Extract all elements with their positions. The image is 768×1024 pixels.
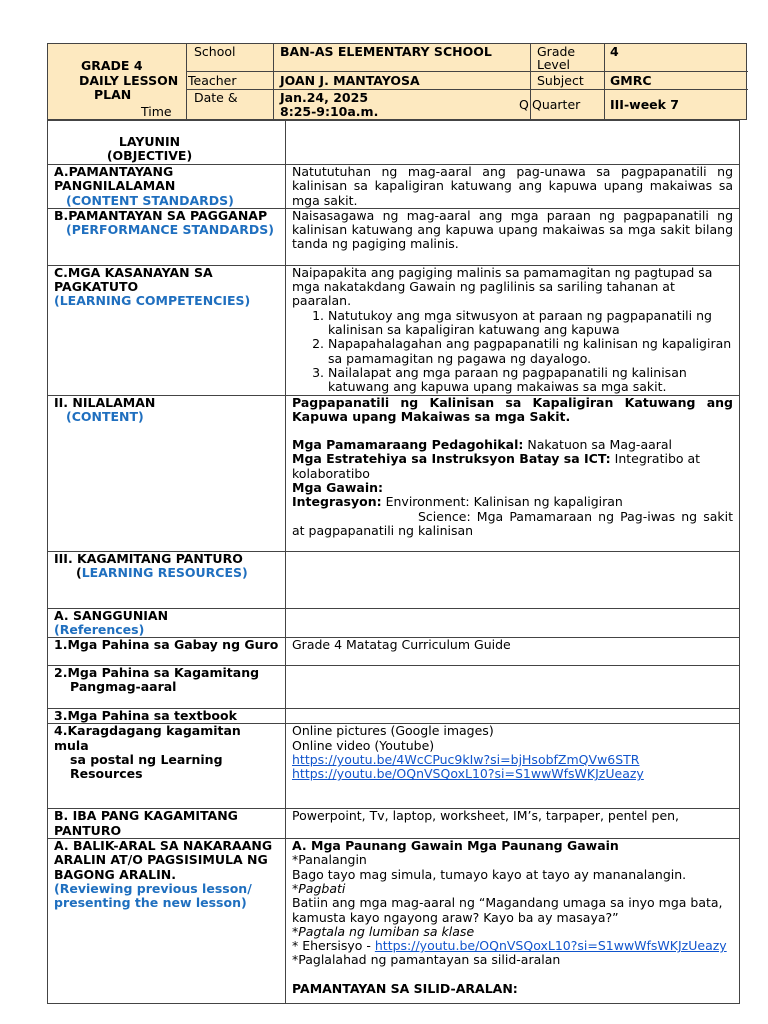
divider	[273, 44, 274, 121]
row-label-en: LEARNING RESOURCES)	[81, 564, 248, 580]
learning-competencies-label	[48, 265, 286, 395]
learner-material-label	[48, 666, 286, 709]
row-label-en: (Reviewing previous lesson/ presenting the new lesson)	[54, 880, 252, 911]
activities-label: Mga Gawain:	[292, 480, 384, 496]
review-cell	[286, 839, 740, 1004]
row-label-en: (CONTENT STANDARDS)	[66, 192, 234, 208]
pedagogy-line	[292, 438, 733, 452]
teacher-label: Teacher	[188, 73, 237, 88]
content-title: Pagpapanatili ng Kalinisan sa Kapaligiran Katuwang ang Kapuwa upang Makaiwas sa mga Sakit.	[292, 394, 733, 424]
strategy-value: Integratibo at kolaboratibo	[292, 451, 701, 481]
table-row	[48, 839, 740, 1004]
review-line: *Pagbati	[292, 880, 346, 896]
paren: (	[76, 564, 82, 580]
row-label: C.MGA KASANAYAN SA PAGKATUTO	[54, 264, 213, 295]
resource-line: Online video (Youtube)	[292, 737, 435, 753]
date-value: Jan.24, 2025	[280, 90, 369, 105]
exercise-link[interactable]: https://youtu.be/OQnVSQoxL10?si=S1wwWfsWKJzUeazy	[374, 938, 727, 954]
review-title: A. Mga Paunang Gawain Mga Paunang Gawain	[292, 838, 619, 854]
other-materials-value: Powerpoint, Tv, laptop, worksheet, IM’s, tarpaper, pentel pen,	[286, 809, 740, 839]
textbook-label: 3.Mga Pahina sa textbook	[48, 709, 286, 724]
row-label: 4.Karagdagang kagamitan mula	[54, 723, 241, 753]
science-integration: Science: Mga Pamamaraan ng Pag-iwas ng sakit at pagpapanatili ng kalinisan	[292, 508, 733, 538]
row-label-en: (CONTENT)	[66, 408, 144, 424]
textbook-cell	[286, 709, 740, 724]
teacher-guide-value: Grade 4 Matatag Curriculum Guide	[286, 638, 740, 666]
dll-title: DAILY LESSON	[79, 73, 179, 88]
review-label	[48, 839, 286, 1004]
review-line: Bago tayo mag simula, tumayo kayo at tayo ay mananalangin.	[292, 866, 687, 882]
table-row	[48, 809, 740, 839]
review-line: *Pagtala ng lumiban sa klase	[292, 923, 475, 939]
row-label: 2.Mga Pahina sa Kagamitang	[54, 665, 260, 681]
divider	[186, 71, 748, 72]
strategy-label: Mga Estratehiya sa Instruksyon Batay sa ICT:	[292, 451, 611, 467]
divider	[530, 44, 531, 121]
exercise-label: * Ehersisyo -	[292, 938, 375, 954]
row-label: B.PAMANTAYAN SA PAGGANAP	[54, 207, 268, 223]
quarter-value: III-week 7	[610, 97, 680, 112]
objective-cell	[286, 121, 740, 165]
exercise-line	[292, 939, 733, 953]
pedagogy-value: Nakatuon sa Mag-aaral	[523, 437, 673, 453]
grade-level-label-2: Level	[537, 57, 570, 72]
performance-standards-text: Naisasagawa ng mag-aaral ang mga paraan ng pagpapanatili ng kalinisan katuwang ang kapuwa upang makaiwas sa mga sakit bilang tanda ng pagiging malinis.	[286, 208, 740, 265]
list-item: 3. Nailalapat ang mga paraan ng pagpapanatili ng kalinisan katuwang ang kapuwa upang makaiwas sa mga sakit.	[328, 366, 733, 395]
competency-intro: Naipapakita ang pagiging malinis sa pamamagitan ng pagtupad sa mga nakatakdang Gawain ng paglilinis sa sariling tahanan at paaralan.	[292, 264, 713, 309]
teacher-guide-label: 1.Mga Pahina sa Gabay ng Guro	[48, 638, 286, 666]
teacher-value: JOAN J. MANTAYOSA	[280, 73, 420, 88]
lesson-plan-table	[47, 120, 740, 1004]
q-mark: Q	[519, 97, 529, 112]
integration-line	[292, 495, 733, 509]
integration-label: Integrasyon:	[292, 494, 382, 510]
table-row	[48, 121, 740, 165]
date-label: Date &	[194, 90, 238, 105]
time-value: 8:25-9:10a.m.	[280, 104, 379, 119]
row-label-2: sa postal ng Learning Resources	[70, 752, 223, 782]
table-row	[48, 208, 740, 265]
youtube-link-2[interactable]: https://youtu.be/OQnVSQoxL10?si=S1wwWfsWKJzUeazy	[292, 766, 644, 782]
row-label-en: (References)	[54, 621, 145, 637]
school-label: School	[194, 44, 236, 59]
youtube-link-1[interactable]: https://youtu.be/4WcCPuc9kIw?si=bjHsobfZmQVw6STR	[292, 752, 640, 768]
review-line: *Paglalahad ng pamantayan sa silid-aralan	[292, 952, 561, 968]
row-label-en: (LEARNING COMPETENCIES)	[54, 293, 251, 309]
learning-resources-cell	[286, 551, 740, 608]
table-row	[48, 395, 740, 551]
content-standards-text: Natututuhan ng mag-aaral ang pag-unawa sa pagpapanatili ng kalinisan sa kapaligiran katuwang ang kapuwa upang makaiwas sa mga sakit.	[286, 165, 740, 209]
row-label: II. NILALAMAN	[54, 394, 156, 410]
references-cell	[286, 608, 740, 638]
pedagogy-label: Mga Pamamaraang Pedagohikal:	[292, 437, 524, 453]
quarter-label: Quarter	[532, 97, 581, 112]
learning-competencies-cell	[286, 265, 740, 395]
content-label	[48, 395, 286, 551]
table-row	[48, 709, 740, 724]
learning-resources-label	[48, 551, 286, 608]
school-value: BAN-AS ELEMENTARY SCHOOL	[280, 44, 492, 59]
competency-list	[292, 309, 733, 395]
performance-standards-label	[48, 208, 286, 265]
resource-line: Online pictures (Google images)	[292, 723, 494, 739]
integration-value: Environment: Kalinisan ng kapaligiran	[381, 494, 623, 510]
table-row	[48, 638, 740, 666]
table-row	[48, 608, 740, 638]
row-label: A. BALIK-ARAL SA NAKARAANG ARALIN AT/O PAGSISIMULA NG BAGONG ARALIN.	[54, 838, 273, 882]
grade-level-label: Grade	[537, 44, 576, 59]
row-label: A. SANGGUNIAN	[54, 607, 169, 623]
divider	[186, 89, 748, 90]
grade-title: GRADE 4	[81, 58, 143, 73]
row-label: A.PAMANTAYANG PANGNILALAMAN	[54, 164, 176, 194]
table-row	[48, 551, 740, 608]
table-row	[48, 165, 740, 209]
additional-materials-cell	[286, 724, 740, 809]
objective-label: LAYUNIN	[118, 134, 181, 149]
row-label-en-wrap	[54, 566, 279, 580]
references-label	[48, 608, 286, 638]
row-label: III. KAGAMITANG PANTURO	[54, 550, 243, 566]
learner-material-cell	[286, 666, 740, 709]
objective-heading	[48, 121, 286, 165]
table-row	[48, 666, 740, 709]
strategy-line	[292, 452, 733, 481]
time-label: Time	[141, 104, 172, 119]
row-label-2: Pangmag-aaral	[70, 679, 177, 695]
lesson-plan-header	[47, 43, 747, 120]
content-standards-label	[48, 165, 286, 209]
list-item: 2. Napapahalagahan ang pagpapanatili ng kalinisan ng kapaligiran sa pamamagitan ng pagawa ng dayalogo.	[328, 337, 733, 366]
divider	[604, 44, 605, 121]
row-label-en: (PERFORMANCE STANDARDS)	[66, 222, 274, 238]
review-line: Batiin ang mga mag-aaral ng “Magandang umaga sa inyo mga bata, kamusta kayo ngayong araw? Kayo ba ay masaya?”	[292, 895, 723, 925]
list-item: 1. Natutukoy ang mga sitwusyon at paraan ng pagpapanatili ng kalinisan sa kapaligiran katuwang ang kapuwa	[328, 309, 733, 338]
table-row	[48, 724, 740, 809]
objective-label-en: (OBJECTIVE)	[106, 148, 193, 164]
grade-level-value: 4	[610, 44, 619, 59]
other-materials-label: B. IBA PANG KAGAMITANG PANTURO	[48, 809, 286, 839]
review-line: *Panalangin	[292, 852, 367, 868]
dll-title-2: PLAN	[94, 87, 132, 102]
subject-label: Subject	[537, 73, 584, 88]
classroom-rules-title: PAMANTAYAN SA SILID-ARALAN:	[292, 980, 518, 996]
additional-materials-label	[48, 724, 286, 809]
content-cell	[286, 395, 740, 551]
divider	[186, 44, 187, 121]
table-row	[48, 265, 740, 395]
subject-value: GMRC	[610, 73, 652, 88]
